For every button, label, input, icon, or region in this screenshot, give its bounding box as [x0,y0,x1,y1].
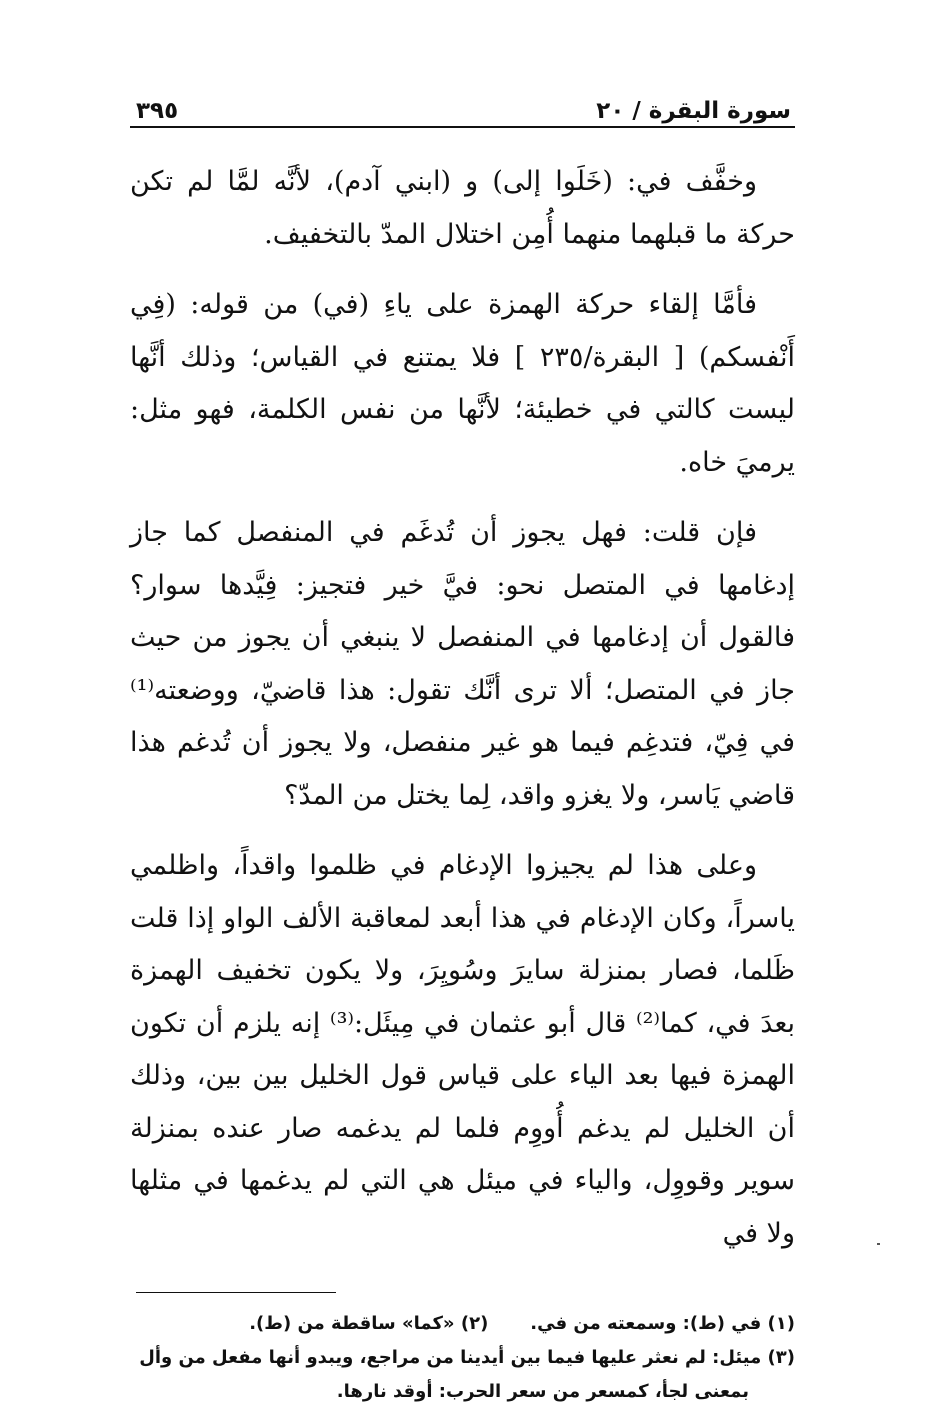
page-speck [877,1243,880,1245]
footnote-separator [136,1292,336,1293]
paragraph-1: وخفَّف في: (خَلَوا إلى) و (ابني آدم)، لأنَّه لمَّا لم تكن حركة ما قبلهما منهما أُمِن اختلال المدّ بالتخفيف. [130,166,795,250]
footnote-1: (١) في (ط): وسمعته من في. [530,1313,795,1334]
paragraph-4: وعلى هذا لم يجيزوا الإدغام في ظلموا واقداً، واظلمي ياسراً، وكان الإدغام في هذا أبعد لمعاقبة الألف الواو إذا قلت ظَلما، فصار بمنزلة سايرَ وسُويِرَ، ولا يكون تخفيف الهمزة بعدَ في، كما⁽²⁾ قال أبو عثمان في مِيئَل:⁽³⁾ إنه يلزم أن تكون الهمزة فيها بعد الياء على قياس قول الخليل بين بين، وذلك أن الخليل لم يدغم أُووِم فلما لم يدغمه صار عنده بمنزلة سوير وقووِل، والياء في ميئل هي التي لم يدغمها في مثلها ولا في [130,850,796,1249]
footnote-row-1 [130,1307,795,1341]
footnote-2: (٢) «كما» ساقطة من (ط). [249,1313,489,1334]
paragraph-2: فأمَّا إلقاء حركة الهمزة على ياءِ (في) من قوله: (فِي أَنْفسكم) [ البقرة/٢٣٥ ] فلا يمتنع في القياس؛ وذلك أنَّها ليست كالتي في خطيئة؛ لأنَّها من نفس الكلمة، فهو مثل: يرميَ خاه. [130,289,795,478]
body-text [130,156,795,1260]
chapter-title: سورة البقرة / ٢٠ [596,98,791,124]
page-number: ٣٩٥ [136,98,179,124]
footnotes [130,1307,795,1409]
footnote-separator-wrap [130,1278,795,1307]
footnote-3: (٣) ميئل: لم نعثر عليها فيما بين أيدينا من مراجع، ويبدو أنها مفعل من وأل [139,1347,795,1368]
footnote-3-continuation: بمعنى لجأ، كمسعر من سعر الحرب: أوقد نارها. [336,1381,749,1402]
paragraph-3: فإن قلت: فهل يجوز أن تُدغَم في المنفصل كما جاز إدغامها في المتصل نحو: فيَّ خير فتجيز: فِيَّدها سوار؟ فالقول أن إدغامها في المنفصل لا ينبغي أن يجوز من حيث جاز في المتصل؛ ألا ترى أنَّك تقول: هذا قاضيّ، ووضعته⁽¹⁾ في فِيّ، فتدغِم فيما هو غير منفصل، ولا يجوز أن تُدغم هذا قاضي يَاسر، ولا يغزو واقد، لِما يختل من المدّ؟ [130,517,795,811]
page-header [130,88,795,128]
book-page [130,88,795,1409]
